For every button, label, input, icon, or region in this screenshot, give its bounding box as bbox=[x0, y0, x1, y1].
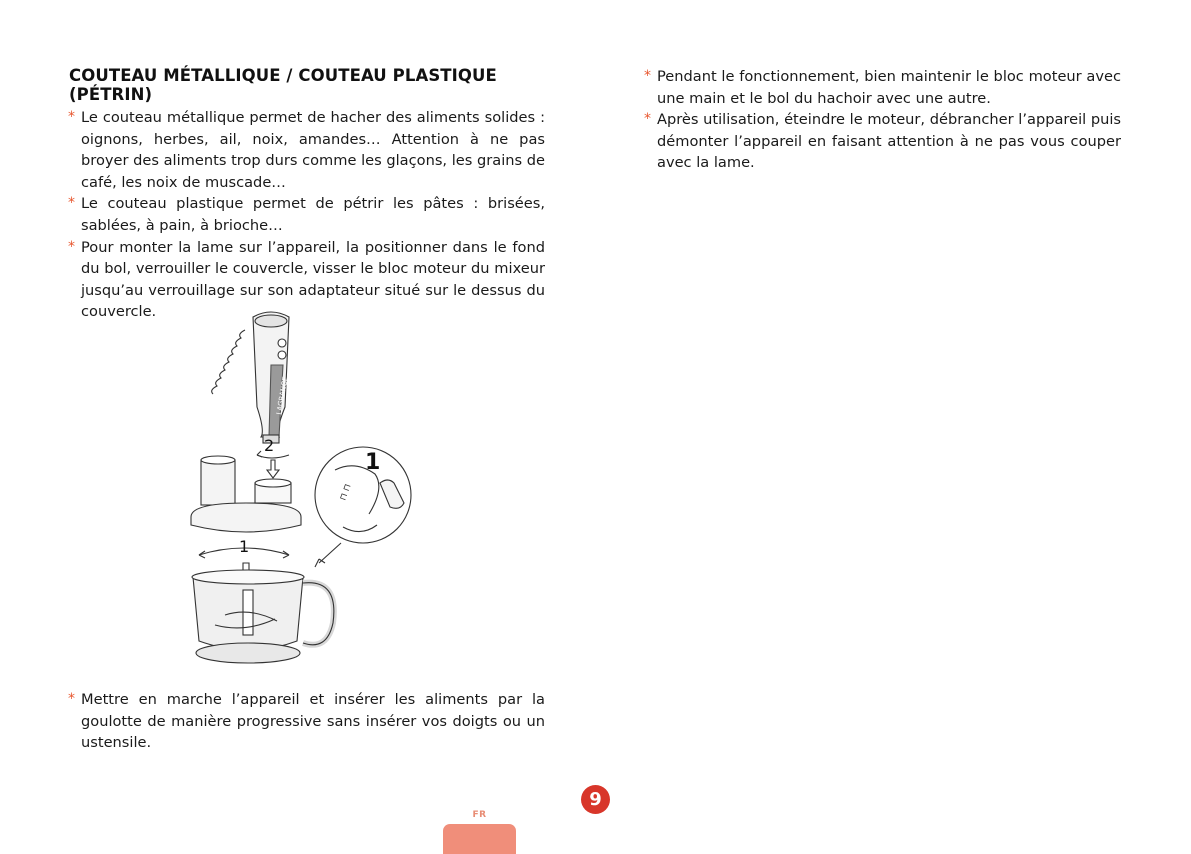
bullet-star-icon: * bbox=[68, 691, 75, 707]
bullet-hold-motor: * Pendant le fonctionnement, bien maintenir le bloc moteur avec une main et le bol du hachoir avec une autre. bbox=[644, 68, 1121, 107]
step-1-label: 1 bbox=[239, 537, 250, 556]
chopper-assembly-diagram bbox=[185, 305, 425, 670]
bullet-mounting: * Pour monter la lame sur l’appareil, la positionner dans le fond du bol, verrouiller le couvercle, visser le bloc moteur du mixeur jusqu’au verrouillage sur son adaptateur situé sur le dessus du couvercle. bbox=[68, 238, 545, 321]
bullet-star-icon: * bbox=[68, 109, 75, 125]
right-column bbox=[645, 66, 1121, 174]
right-bullet-list bbox=[645, 66, 1121, 174]
page-number-badge: 9 bbox=[581, 785, 610, 814]
assembly-illustration bbox=[185, 305, 425, 670]
start-instruction bbox=[69, 689, 545, 754]
detail-step-label: 1 bbox=[365, 450, 381, 475]
power-cord bbox=[212, 330, 245, 394]
section-title: COUTEAU MÉTALLIQUE / COUTEAU PLASTIQUE (PÉTRIN) bbox=[69, 66, 497, 104]
bullet-start-appliance: * Mettre en marche l’appareil et insérer les aliments par la goulotte de manière progressive sans insérer vos doigts ou un ustensile. bbox=[68, 691, 545, 752]
lock-symbols: ⊓ ⊓ bbox=[338, 482, 354, 503]
bullet-star-icon: * bbox=[644, 111, 651, 128]
bullet-metal-blade: * Le couteau métallique permet de hacher des aliments solides : oignons, herbes, ail, noix, amandes… Attention à ne pas broyer des aliments trop durs comme les glaçons, les grains de café, les noix de muscade… bbox=[68, 109, 545, 191]
bottom-bullet-list bbox=[69, 689, 545, 754]
bullet-plastic-blade: * Le couteau plastique permet de pétrir les pâtes : brisées, sablées, à pain, à brioche… bbox=[68, 195, 545, 234]
bullet-after-use: * Après utilisation, éteindre le moteur, débrancher l’appareil puis démonter l’appareil en faisant attention à ne pas vous couper avec la lame. bbox=[644, 111, 1121, 172]
language-label: FR bbox=[472, 810, 487, 820]
bullet-star-icon: * bbox=[68, 238, 75, 255]
left-column bbox=[69, 66, 545, 323]
brand-label: LAGRANGE bbox=[275, 375, 290, 416]
bullet-star-icon: * bbox=[644, 68, 651, 84]
left-bullet-list bbox=[69, 107, 545, 323]
bullet-star-icon: * bbox=[68, 195, 75, 212]
step-2-label: 2 bbox=[264, 436, 275, 455]
